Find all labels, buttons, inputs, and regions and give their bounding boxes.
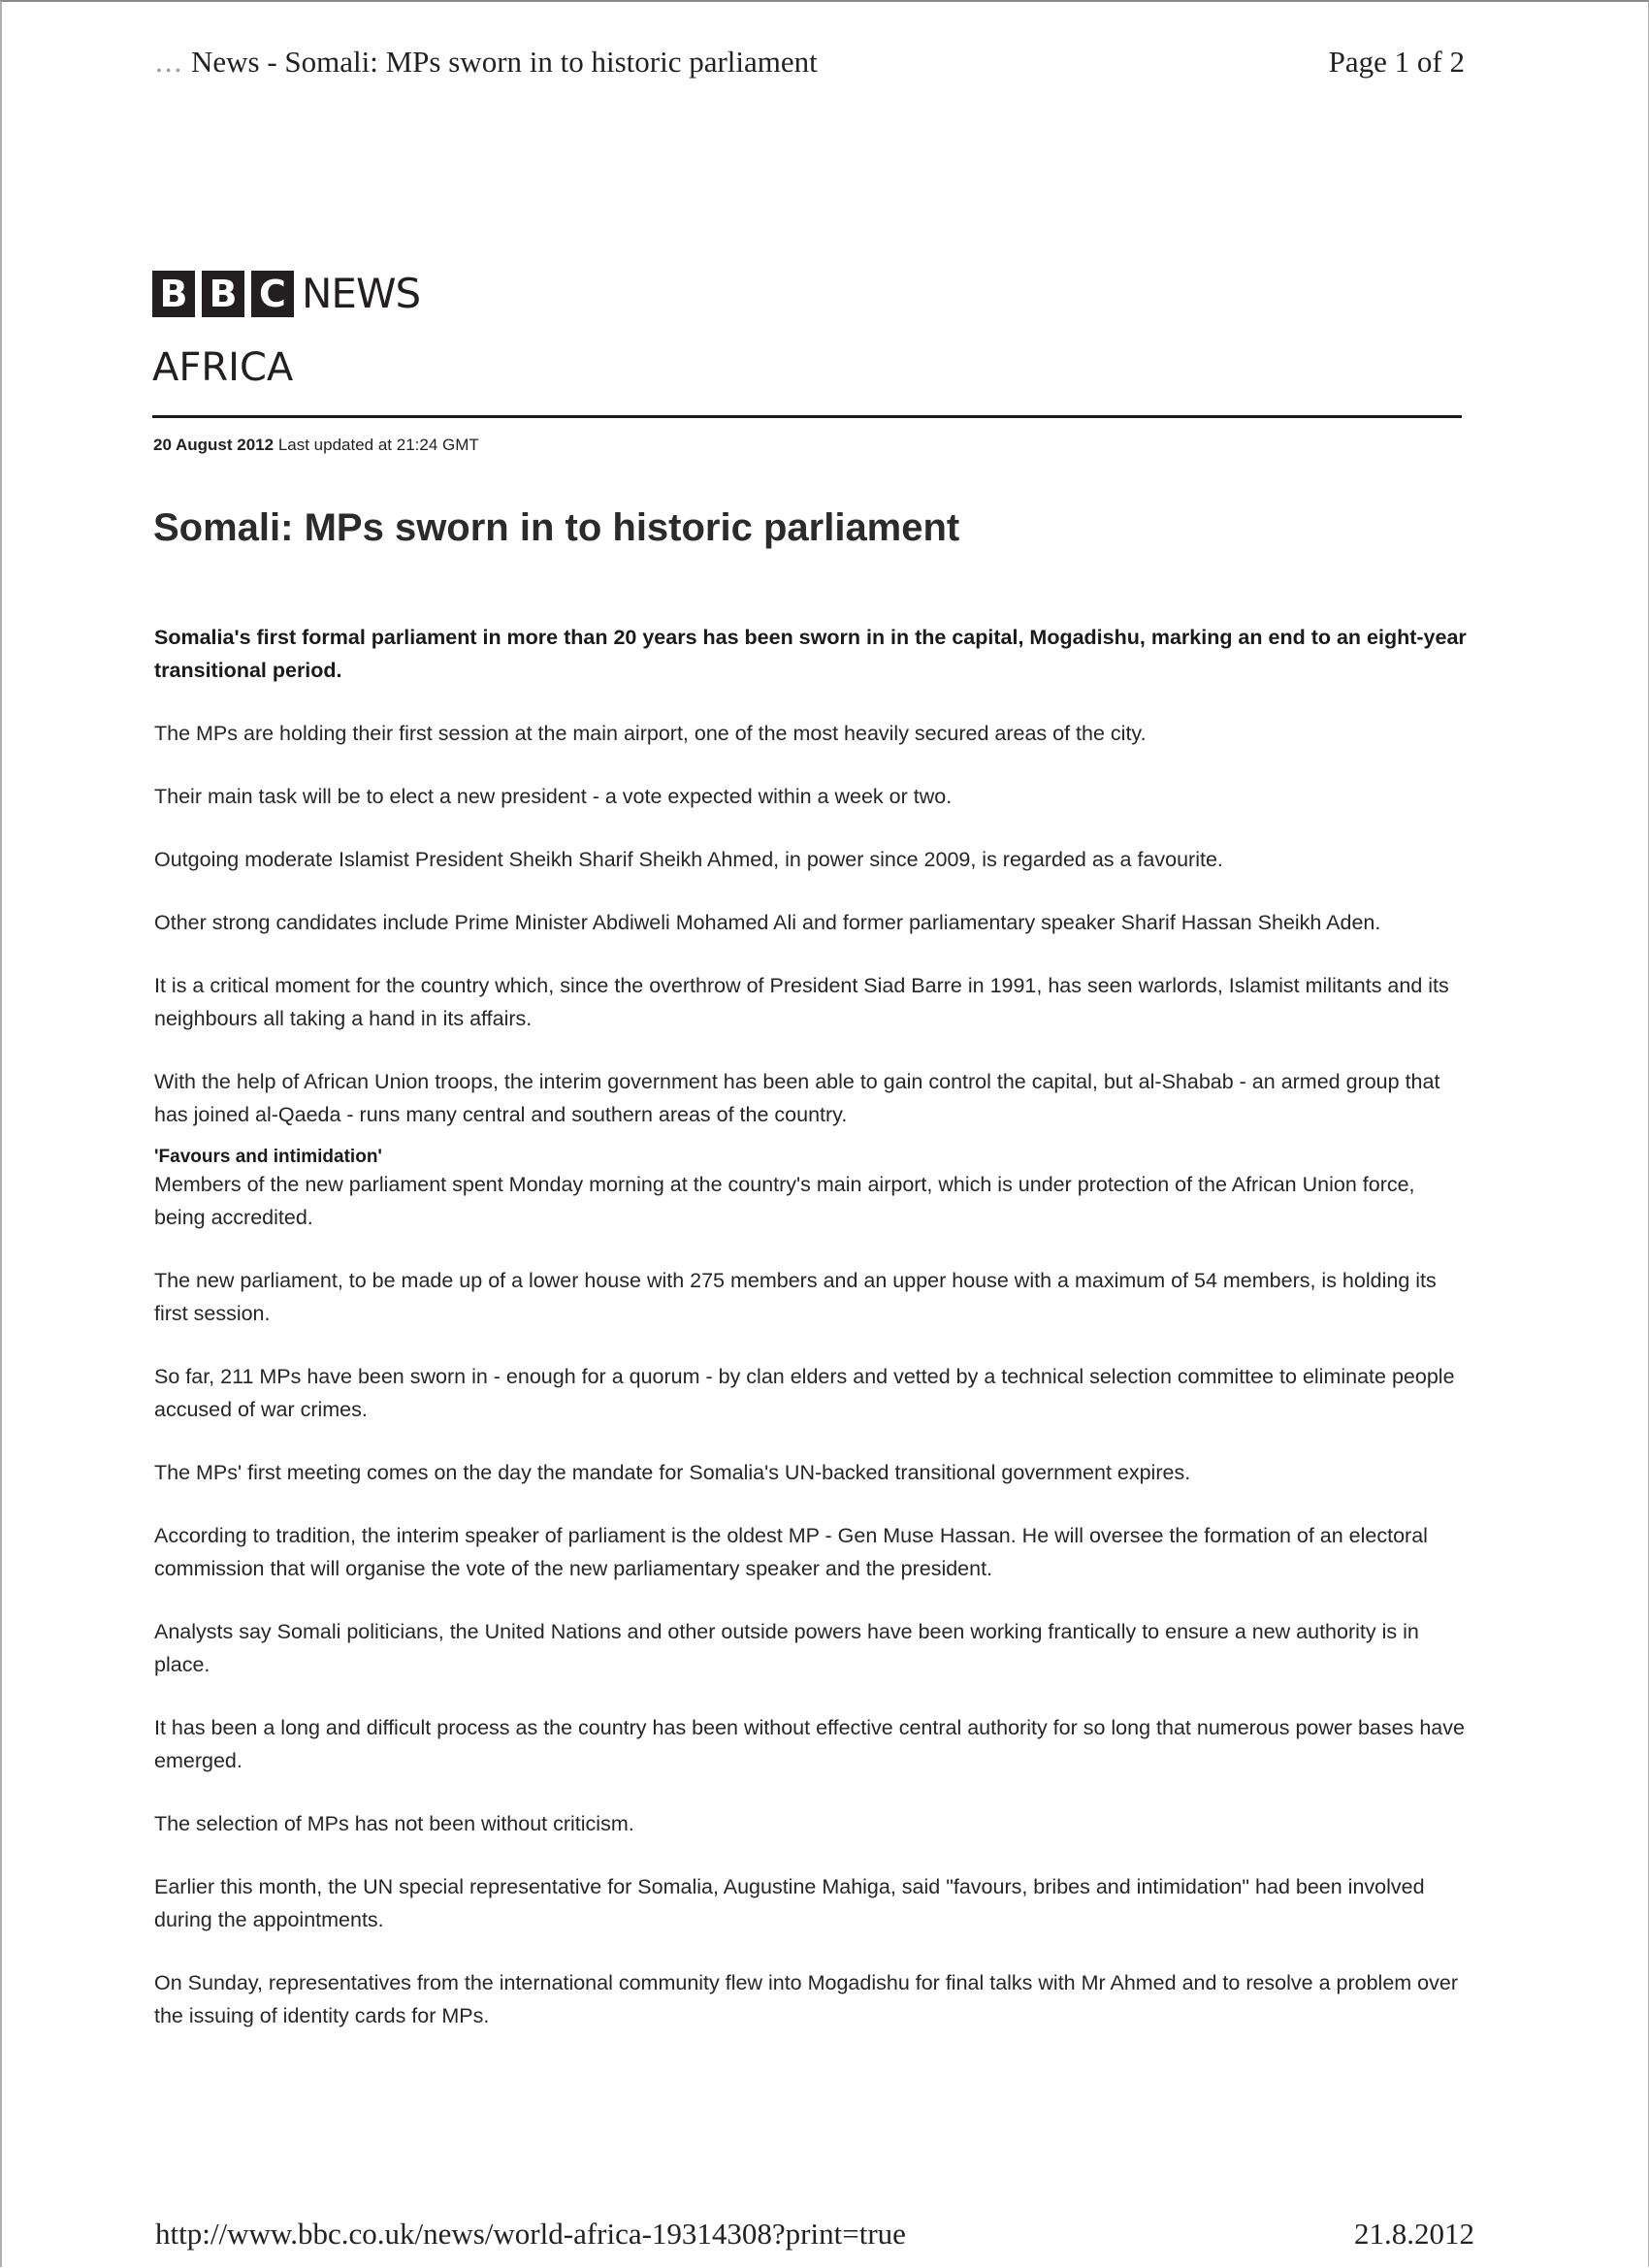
section-title[interactable]: AFRICA — [152, 345, 294, 390]
article-paragraph: Their main task will be to elect a new president - a vote expected within a week or two. — [154, 785, 953, 808]
article-subheading: 'Favours and intimidation' — [154, 1147, 382, 1167]
print-header — [155, 45, 1465, 83]
article-paragraph: On Sunday, representatives from the international community flew into Mogadishu for final talks with Mr Ahmed and to resolve a problem over the issuing of identity cards for MPs. — [154, 1971, 1459, 2027]
print-header-page-number: Page 1 of 2 — [1328, 45, 1465, 79]
logo-letter-c: C — [251, 271, 294, 317]
article-paragraph: Members of the new parliament spent Monday morning at the country's main airport, which is under protection of the African Union force, being accredited. — [154, 1173, 1415, 1229]
article-paragraph: It has been a long and difficult process as the country has been without effective central authority for so long that numerous power bases have emerged. — [154, 1716, 1465, 1772]
article-paragraph: The MPs are holding their first session at the main airport, one of the most heavily secured areas of the city. — [154, 722, 1147, 745]
dateline — [153, 436, 479, 455]
masthead-divider — [152, 415, 1462, 418]
article-paragraph: The selection of MPs has not been without criticism. — [154, 1812, 634, 1835]
print-header-title-prefix: ... — [155, 45, 184, 79]
last-updated: Last updated at 21:24 GMT — [277, 436, 479, 454]
print-footer — [155, 2217, 1474, 2255]
article-paragraph: The MPs' first meeting comes on the day the mandate for Somalia's UN-backed transitional government expires. — [154, 1461, 1191, 1484]
article-paragraph: Outgoing moderate Islamist President Sheikh Sharif Sheikh Ahmed, in power since 2009, is regarded as a favourite. — [154, 848, 1223, 871]
article-paragraph: Earlier this month, the UN special representative for Somalia, Augustine Mahiga, said "favours, bribes and intimidation" had been involved during the appointments. — [154, 1875, 1425, 1931]
article-lead: Somalia's first formal parliament in more than 20 years has been sworn in in the capital, Mogadishu, marking an end to an eight-year transitional period. — [154, 626, 1467, 682]
print-footer-url[interactable]: http://www.bbc.co.uk/news/world-africa-19314308?print=true — [155, 2217, 906, 2251]
print-footer-date: 21.8.2012 — [1354, 2217, 1474, 2251]
print-header-title — [155, 45, 818, 80]
article-paragraph: According to tradition, the interim speaker of parliament is the oldest MP - Gen Muse Hassan. He will oversee the formation of an electoral commission that will organise the vote of the new parliamentary speaker and the president. — [154, 1524, 1428, 1580]
bbc-news-logo[interactable] — [152, 270, 420, 318]
article-paragraph: Analysts say Somali politicians, the United Nations and other outside powers have been working frantically to ensure a new authority is in place. — [154, 1620, 1419, 1676]
print-header-title-text: News - Somali: MPs sworn in to historic parliament — [191, 45, 818, 79]
logo-word-news: NEWS — [302, 270, 421, 317]
article-paragraph: It is a critical moment for the country which, since the overthrow of President Siad Barre in 1991, has seen warlords, Islamist militants and its neighbours all taking a hand in its affairs. — [154, 974, 1449, 1030]
article-body — [154, 621, 1469, 2062]
article-paragraph: With the help of African Union troops, the interim government has been able to gain control the capital, but al-Shabab - an armed group that has joined al-Qaeda - runs many central and southern areas of the country. — [154, 1070, 1440, 1126]
logo-letter-b1: B — [152, 271, 195, 317]
logo-letter-b2: B — [202, 271, 244, 317]
article-paragraph: So far, 211 MPs have been sworn in - enough for a quorum - by clan elders and vetted by a technical selection committee to eliminate people accused of war crimes. — [154, 1365, 1455, 1421]
article-paragraph: The new parliament, to be made up of a lower house with 275 members and an upper house with a maximum of 54 members, is holding its first session. — [154, 1269, 1437, 1325]
article-paragraph: Other strong candidates include Prime Minister Abdiweli Mohamed Ali and former parliamentary speaker Sharif Hassan Sheikh Aden. — [154, 911, 1381, 934]
publish-date: 20 August 2012 — [153, 436, 275, 454]
article-headline: Somali: MPs sworn in to historic parliament — [153, 506, 960, 549]
